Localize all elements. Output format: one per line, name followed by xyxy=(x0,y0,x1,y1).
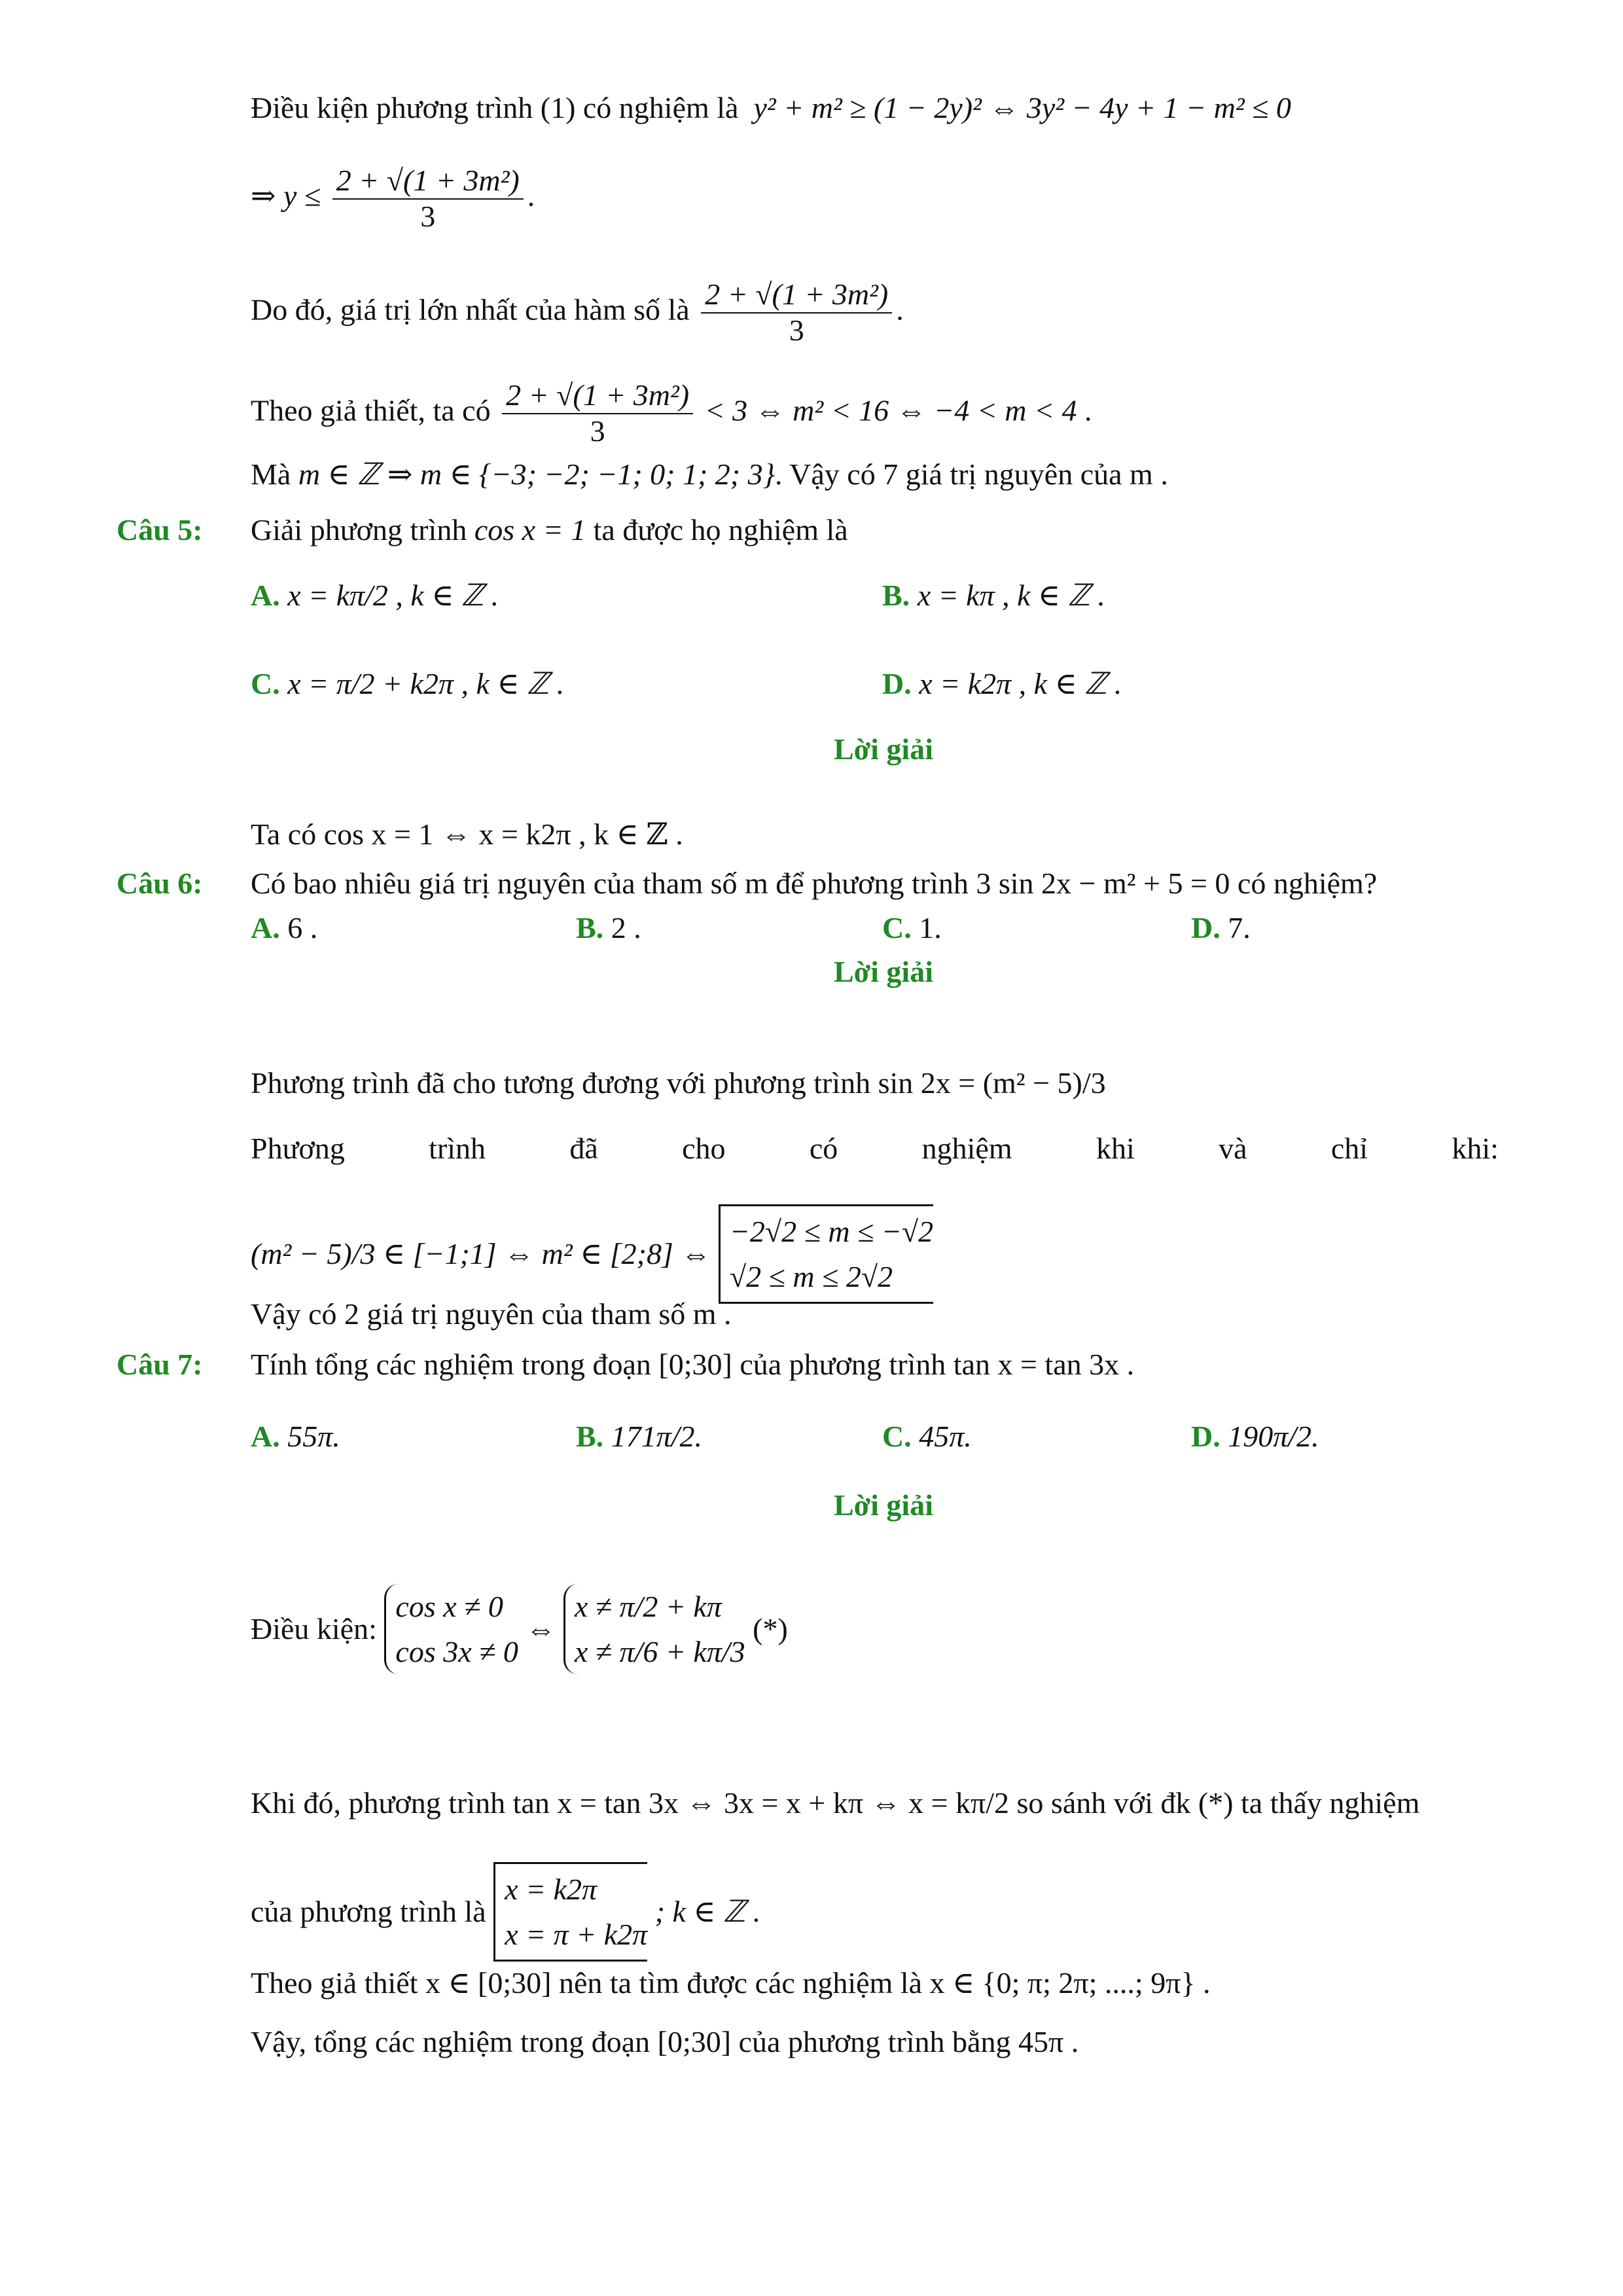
q6-option-d-text: 7. xyxy=(1228,911,1251,944)
q5-question-b: ta được họ nghiệm là xyxy=(593,513,848,547)
bound-fraction xyxy=(332,164,524,234)
q7-solution-line-2 xyxy=(251,1862,760,1962)
q5-question xyxy=(251,511,848,550)
q7-option-c xyxy=(882,1417,972,1456)
word: khi xyxy=(1096,1132,1135,1165)
q5-option-a-label: A. xyxy=(251,579,280,612)
q6-option-a-label: A. xyxy=(251,911,280,944)
equivalence-symbol: ⇔ xyxy=(526,1612,556,1645)
q7-condition-label: Điều kiện: xyxy=(251,1612,377,1645)
word: cho xyxy=(682,1132,726,1165)
q7-solution-heading: Lời giải xyxy=(834,1488,933,1522)
intro-line-5-text-a: Mà xyxy=(251,457,291,491)
q6-solution-line-4: Vậy có 2 giá trị nguyên của tham số m . xyxy=(251,1297,732,1331)
q6-option-b-text: 2 . xyxy=(611,911,641,944)
intro-line-2: ⇒ y ≤ $\frac{\text{2 + √(1 + 3m²)}}{3}$ . xyxy=(251,164,535,233)
q5-option-c-text: x = π/2 + k2π , k ∈ ℤ . xyxy=(287,667,565,700)
q6-option-c xyxy=(882,908,942,948)
q6-solution-line-3 xyxy=(251,1204,933,1304)
q7-option-b xyxy=(576,1417,702,1456)
q7-option-b-label: B. xyxy=(576,1420,604,1453)
q7-option-c-text: 45π. xyxy=(919,1420,972,1453)
q5-option-d-text: x = k2π , k ∈ ℤ . xyxy=(919,667,1122,700)
intro-line-1 xyxy=(251,88,1291,128)
intro-line-5 xyxy=(251,455,1168,494)
q6-option-b-label: B. xyxy=(576,911,604,944)
q7-solution-line-3: Theo giả thiết x ∈ [0;30] nên ta tìm được các nghiệm là x ∈ {0; π; 2π; ....; 9π} . xyxy=(251,1966,1211,2000)
q7-option-a-text: 55π. xyxy=(287,1420,340,1453)
q6-label: Câu 6: xyxy=(116,867,203,900)
word: khi: xyxy=(1452,1132,1499,1165)
q6-option-b xyxy=(576,908,641,948)
q7-solution-line-2-prefix: của phương trình là xyxy=(251,1895,486,1928)
q6-solution-line-2 xyxy=(251,1129,1499,1168)
word: nghiệm xyxy=(921,1132,1012,1165)
max-denominator: 3 xyxy=(789,313,804,347)
q6-case-2: √2 ≤ m ≤ 2√2 xyxy=(729,1260,893,1293)
intro-line-5-text-b: . Vậy có 7 giá trị nguyên của m . xyxy=(775,457,1168,491)
q5-question-a: Giải phương trình xyxy=(251,513,467,547)
q7-cond-2: cos 3x ≠ 0 xyxy=(395,1635,518,1668)
q6-option-a xyxy=(251,908,317,948)
q5-option-c xyxy=(251,664,564,704)
q5-question-math: cos x = 1 xyxy=(474,513,586,547)
q7-condition-result xyxy=(563,1584,745,1674)
intro-line-3: Do đó, giá trị lớn nhất của hàm số là $\frac{\text{2 + √(1 + 3m²)}}{3}$ . xyxy=(251,278,904,347)
q5-solution-heading: Lời giải xyxy=(834,732,933,766)
q5-option-a-text: x = kπ/2 , k ∈ ℤ . xyxy=(287,579,499,612)
q6-solution-line-1: Phương trình đã cho tương đương với phương trình sin 2x = (m² − 5)/3 xyxy=(251,1066,1106,1100)
q7-cond-star: (*) xyxy=(753,1612,788,1645)
q7-cond-1: cos x ≠ 0 xyxy=(395,1590,503,1623)
q5-option-b-text: x = kπ , k ∈ ℤ . xyxy=(917,579,1105,612)
intro-line-1-math: y² + m² ≥ (1 − 2y)² ⇔ 3y² − 4y + 1 − m² ≤ 0 xyxy=(753,91,1291,124)
word: đã xyxy=(569,1132,598,1165)
q7-question: Tính tổng các nghiệm trong đoạn [0;30] của phương trình tan x = tan 3x . xyxy=(251,1348,1135,1381)
q5-option-c-label: C. xyxy=(251,667,280,700)
q5-solution: Ta có cos x = 1 ⇔ x = k2π , k ∈ ℤ . xyxy=(251,817,683,851)
q7-cond-result-2: x ≠ π/6 + kπ/3 xyxy=(574,1635,745,1668)
bound-denominator: 3 xyxy=(420,199,436,233)
q7-option-d-text: 190π/2. xyxy=(1228,1420,1319,1453)
q7-solution-line-2-suffix: ; k ∈ ℤ . xyxy=(654,1895,761,1928)
q5-option-d xyxy=(882,664,1122,704)
q7-option-b-text: 171π/2. xyxy=(611,1420,703,1453)
q5-option-b xyxy=(882,576,1105,615)
q5-option-a xyxy=(251,576,499,615)
word: và xyxy=(1219,1132,1247,1165)
q6-option-d-label: D. xyxy=(1191,911,1221,944)
q5-option-d-label: D. xyxy=(882,667,912,700)
intro-line-4: Theo giả thiết, ta có $\frac{\text{2 + √(1 + 3m²)}}{3}$ < 3 ⇔ m² < 16 ⇔ −4 < m < 4 . xyxy=(251,378,1092,448)
q6-option-d xyxy=(1191,908,1251,948)
q7-cond-result-1: x ≠ π/2 + kπ xyxy=(574,1590,722,1623)
bound-numerator: 2 + √(1 + 3m²) xyxy=(332,164,524,200)
q6-option-a-text: 6 . xyxy=(287,911,318,944)
hyp-fraction xyxy=(502,378,693,449)
intro-line-4-text: Theo giả thiết, ta có xyxy=(251,393,491,427)
q7-option-c-label: C. xyxy=(882,1420,912,1453)
q7-case-2: x = π + k2π xyxy=(505,1918,648,1951)
intro-line-5-math: m ∈ ℤ ⇒ m ∈ {−3; −2; −1; 0; 1; 2; 3} xyxy=(298,457,775,491)
word: Phương xyxy=(251,1132,345,1165)
q7-solution-line-1: Khi đó, phương trình tan x = tan 3x ⇔ 3x = x + kπ ⇔ x = kπ/2 so sánh với đk (*) ta thấy nghiệm xyxy=(251,1786,1420,1820)
q6-option-c-label: C. xyxy=(882,911,912,944)
q7-case-1: x = k2π xyxy=(505,1873,597,1906)
q7-condition-system xyxy=(384,1584,518,1674)
q6-case-bracket xyxy=(719,1204,933,1304)
q7-condition xyxy=(251,1584,788,1674)
q6-case-1: −2√2 ≤ m ≤ −√2 xyxy=(729,1215,934,1248)
intro-line-1-text: Điều kiện phương trình (1) có nghiệm là xyxy=(251,91,739,124)
q7-case-bracket xyxy=(493,1862,647,1962)
intro-line-2-prefix: ⇒ y ≤ xyxy=(251,179,321,213)
hyp-numerator: 2 + √(1 + 3m²) xyxy=(502,378,693,414)
q6-solution-line-3-math: (m² − 5)/3 ∈ [−1;1] ⇔ m² ∈ [2;8] ⇔ xyxy=(251,1237,711,1270)
q6-question: Có bao nhiêu giá trị nguyên của tham số m để phương trình 3 sin 2x − m² + 5 = 0 có nghiệm? xyxy=(251,867,1378,900)
q7-label: Câu 7: xyxy=(116,1348,203,1381)
word: trình xyxy=(429,1132,486,1165)
q5-option-b-label: B. xyxy=(882,579,910,612)
q6-solution-heading: Lời giải xyxy=(834,955,933,988)
q5-label: Câu 5: xyxy=(116,513,203,547)
hyp-denominator: 3 xyxy=(590,414,605,448)
q7-option-a-label: A. xyxy=(251,1420,280,1453)
word: chỉ xyxy=(1330,1132,1368,1165)
word: có xyxy=(809,1132,838,1165)
max-fraction xyxy=(701,278,892,348)
intro-line-4-math: < 3 ⇔ m² < 16 ⇔ −4 < m < 4 xyxy=(704,393,1077,427)
q6-option-c-text: 1. xyxy=(919,911,942,944)
q7-option-d-label: D. xyxy=(1191,1420,1221,1453)
q7-option-a xyxy=(251,1417,340,1456)
intro-line-3-text: Do đó, giá trị lớn nhất của hàm số là xyxy=(251,293,690,327)
max-numerator: 2 + √(1 + 3m²) xyxy=(701,278,892,314)
q7-solution-line-4: Vậy, tổng các nghiệm trong đoạn [0;30] của phương trình bằng 45π . xyxy=(251,2025,1079,2058)
q7-option-d xyxy=(1191,1417,1319,1456)
